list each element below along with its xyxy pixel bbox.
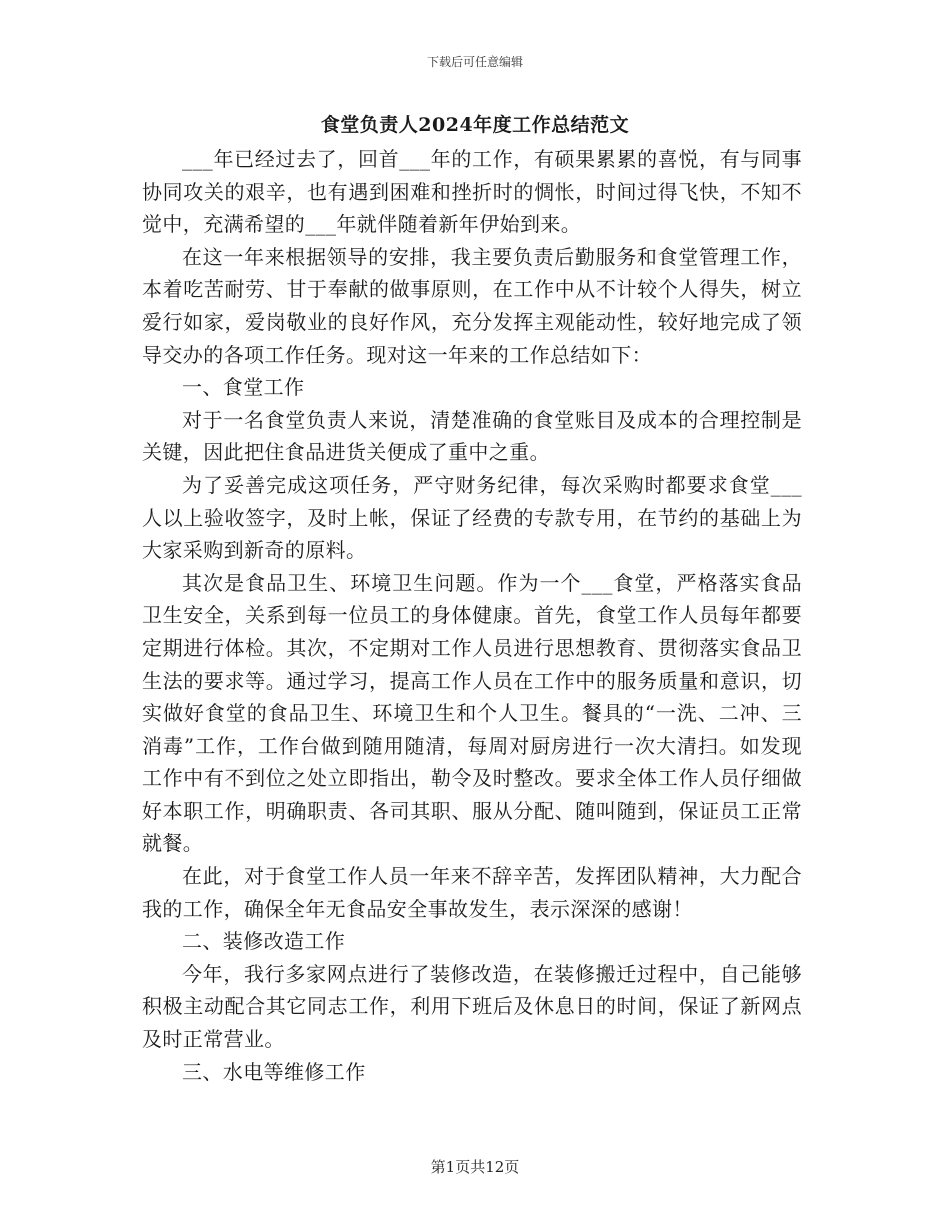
- paragraph: 其次是食品卫生、环境卫生问题。作为一个___食堂，严格落实食品卫生安全，关系到每一位员工的身体健康。首先，食堂工作人员每年都要定期进行体检。其次，不定期对工作人员进行思想教育、贯彻落实食品卫生法的要求等。通过学习，提高工作人员在工作中的服务质量和意识，切实做好食堂的食品卫生、环境卫生和个人卫生。餐具的“一洗、二冲、三消毒”工作，工作台做到随用随清，每周对厨房进行一次大清扫。如发现工作中有不到位之处立即指出，勒令及时整改。要求全体工作人员仔细做好本职工作，明确职责、各司其职、服从分配、随叫随到，保证员工正常就餐。: [142, 570, 802, 856]
- section-heading: 二、装修改造工作: [182, 929, 346, 954]
- paragraph: 为了妥善完成这项任务，严守财务纪律，每次采购时都要求食堂___人以上验收签字，及时上帐，保证了经费的专款专用，在节约的基础上为大家采购到新奇的原料。: [142, 472, 802, 563]
- paragraph: 在此，对于食堂工作人员一年来不辞辛苦，发挥团队精神，大力配合我的工作，确保全年无食品安全事故发生，表示深深的感谢！: [142, 864, 802, 921]
- paragraph: ___年已经过去了，回首___年的工作，有硕果累累的喜悦，有与同事协同攻关的艰辛，也有遇到困难和挫折时的惆怅，时间过得飞快，不知不觉中，充满希望的___年就伴随着新年伊始到来。: [142, 147, 802, 237]
- paragraph: 在这一年来根据领导的安排，我主要负责后勤服务和食堂管理工作，本着吃苦耐劳、甘于奉献的做事原则，在工作中从不计较个人得失，树立爱行如家，爱岗敬业的良好作风，充分发挥主观能动性，较好地完成了领导交办的各项工作任务。现对这一年来的工作总结如下：: [142, 244, 802, 367]
- page-footer: 第1页共12页: [430, 1158, 520, 1176]
- section-heading: 一、食堂工作: [182, 375, 305, 400]
- document-title: 食堂负责人2024年度工作总结范文: [320, 114, 630, 136]
- section-heading: 三、水电等维修工作: [182, 1059, 366, 1084]
- paragraph: 今年，我行多家网点进行了装修改造，在装修搬迁过程中，自己能够积极主动配合其它同志工作，利用下班后及休息日的时间，保证了新网点及时正常营业。: [142, 961, 802, 1052]
- paragraph: 对于一名食堂负责人来说，清楚准确的食堂账目及成本的合理控制是关键，因此把住食品进货关便成了重中之重。: [142, 407, 802, 465]
- header-note: 下载后可任意编辑: [426, 55, 523, 69]
- document-body: [142, 143, 802, 1088]
